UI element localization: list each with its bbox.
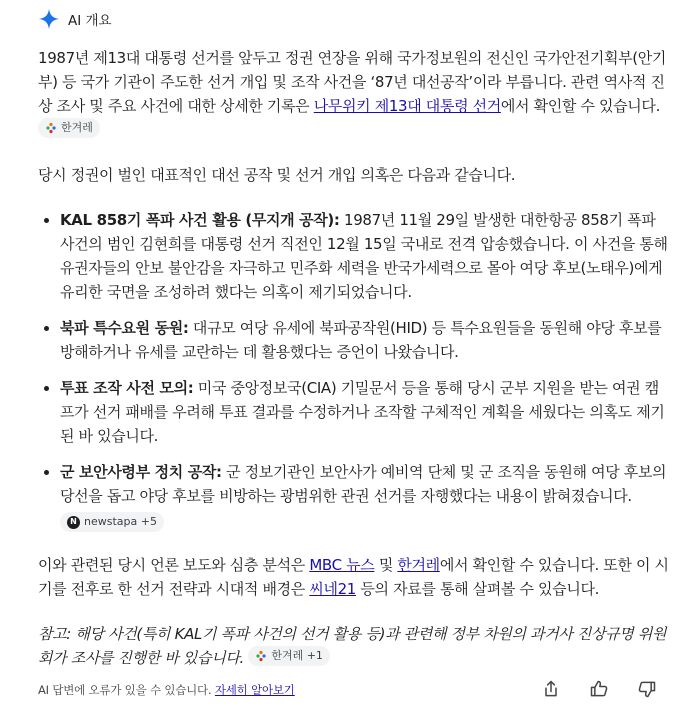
list-item-text: 군 정보기관인 보안사가 예비역 단체 및 군 조직을 동원해 여당 후보의 당선을 돕고 야당 후보를 비방하는 광범위한 관권 선거를 자행했다는 내용이 밝혀졌습니다. <box>60 463 667 505</box>
hani-logo-icon <box>255 650 267 662</box>
gemini-spark-icon <box>38 8 60 30</box>
related-text: 등의 자료를 통해 살펴볼 수 있습니다. <box>355 580 600 598</box>
namuwiki-link[interactable]: 나무위키 제13대 대통령 선거 <box>313 97 501 115</box>
list-item <box>60 460 670 532</box>
thumbs-down-icon[interactable] <box>636 678 658 700</box>
list-item-title: 군 보안사령부 정치 공작: <box>60 463 222 481</box>
note-text: 참고: 해당 사건(특히 KAL기 폭파 사건의 선거 활용 등)과 관련해 정부 차원의 과거사 진상규명 위원회가 조사를 진행한 바 있습니다. <box>38 625 667 667</box>
list-item-text: 대규모 여당 유세에 북파공작원(HID) 등 특수요원들을 동원해 야당 후보를 방해하거나 유세를 교란하는 데 활용했다는 증언이 나왔습니다. <box>60 319 662 361</box>
incident-list <box>38 208 670 532</box>
list-item <box>60 208 670 304</box>
hani-logo-icon <box>45 122 57 134</box>
lead-paragraph: 당시 정권이 벌인 대표적인 대선 공작 및 선거 개입 의혹은 다음과 같습니다. <box>38 166 516 184</box>
source-chip-hani[interactable] <box>38 118 100 138</box>
disclaimer <box>38 682 295 698</box>
learn-more-link[interactable]: 자세히 알아보기 <box>214 683 295 697</box>
intro-text-after: 에서 확인할 수 있습니다. <box>500 97 660 115</box>
source-chip-hani-plus[interactable] <box>248 646 330 666</box>
disclaimer-text: AI 답변에 오류가 있을 수 있습니다. <box>38 683 212 697</box>
source-chip-label: 한겨레 <box>61 121 93 134</box>
source-chip-newstapa[interactable] <box>60 512 164 532</box>
newstapa-logo-icon: N <box>67 516 80 529</box>
list-item-text: 미국 중앙정보국(CIA) 기밀문서 등을 통해 당시 군부 지원을 받는 여권 캠프가 선거 패배를 우려해 투표 결과를 수정하거나 조작할 구체적인 계획을 세웠다는 의혹도 제기된 바 있습니다. <box>60 379 665 445</box>
note-paragraph <box>38 622 670 670</box>
cine21-link[interactable]: 씨네21 <box>309 580 356 598</box>
list-item-title: KAL 858기 폭파 사건 활용 (무지개 공작): <box>60 211 340 229</box>
related-text: 이와 관련된 당시 언론 보도와 심층 분석은 <box>38 556 310 574</box>
list-item-title: 투표 조작 사전 모의: <box>60 379 194 397</box>
list-item <box>60 376 670 448</box>
feedback-actions <box>540 678 658 700</box>
source-chip-label: 한겨레 +1 <box>271 649 323 662</box>
hani-link[interactable]: 한겨레 <box>397 556 440 574</box>
share-icon[interactable] <box>540 678 562 700</box>
list-item <box>60 316 670 364</box>
thumbs-up-icon[interactable] <box>588 678 610 700</box>
ai-overview-header <box>38 8 112 30</box>
ai-overview-content <box>38 46 670 691</box>
mbc-news-link[interactable]: MBC 뉴스 <box>309 556 375 574</box>
related-paragraph <box>38 553 670 601</box>
ai-overview-footer <box>38 678 658 702</box>
intro-paragraph <box>38 46 670 142</box>
related-text: 에서 확인할 수 있습니다. 또한 이 시기를 전후로 한 선거 전략과 시대적 배경은 <box>38 556 669 598</box>
list-item-title: 북파 특수요원 동원: <box>60 319 189 337</box>
related-text: 및 <box>374 556 398 574</box>
intro-text: 1987년 제13대 대통령 선거를 앞두고 정권 연장을 위해 국가정보원의 전신인 국가안전기획부(안기부) 등 국가 기관이 주도한 선거 개입 및 조작 사건을 ‘87년 대선공작’이라 부릅니다. 관련 역사적 진상 조사 및 주요 사건에 대한 상세한 기록은 <box>38 49 667 115</box>
list-item-text: 1987년 11월 29일 발생한 대한항공 858기 폭파 사건의 범인 김현희를 대통령 선거 직전인 12월 15일 국내로 전격 압송했습니다. 이 사건을 통해 유권자들의 안보 불안감을 자극하고 민주화 세력을 반국가세력으로 몰아 여당 후보(노태우)에게 유리한 국면을 조성하려 했다는 의혹이 제기되었습니다. <box>60 211 668 301</box>
source-chip-label: newstapa +5 <box>84 515 157 528</box>
ai-overview-title: AI 개요 <box>68 13 112 29</box>
